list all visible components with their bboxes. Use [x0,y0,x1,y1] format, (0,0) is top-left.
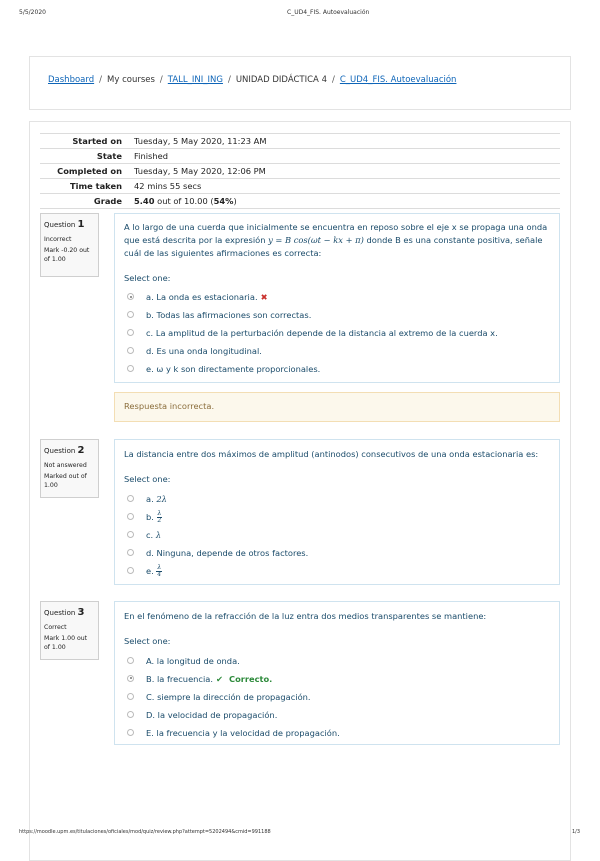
grade-value: 5.40 out of 10.00 (54%) [134,196,237,206]
breadcrumb-unit[interactable]: UNIDAD DIDÁCTICA 4 [235,75,327,85]
answer-option[interactable]: d. Ninguna, depende de otros factores. [124,544,550,562]
answer-option[interactable]: A. la longitud de onda. [124,652,550,670]
radio-checked-icon[interactable] [127,293,134,300]
incorrect-cross-icon: ✖ [260,292,268,303]
question-text: En el fenómeno de la refracción de la luz entra dos medios transparentes se mantiene: [124,611,487,621]
print-title: C_UD4_FIS. Autoevaluación [287,9,370,16]
answer-option[interactable]: D. la velocidad de propagación. [124,706,550,724]
print-date: 5/5/2020 [19,9,46,16]
question-1-feedback: Respuesta incorrecta. [114,392,560,422]
summary-label: State [96,151,122,161]
radio-icon[interactable] [127,495,134,502]
summary-value: Tuesday, 5 May 2020, 12:06 PM [134,166,266,176]
grade-score: 5.40 [134,196,155,206]
question-2-info [40,439,99,498]
summary-row [40,164,560,179]
breadcrumb-quiz-link[interactable]: C_UD4_FIS. Autoevaluación [339,75,457,85]
select-one-label: Select one: [124,473,171,484]
summary-label: Started on [72,136,122,146]
radio-icon[interactable] [127,347,134,354]
correct-check-icon: ✔ [216,673,223,684]
breadcrumb-dashboard-link[interactable]: Dashboard [48,75,95,85]
question-3-content [114,601,560,745]
radio-icon[interactable] [127,365,134,372]
grade-label: Grade [93,196,122,206]
answer-option[interactable]: b. Todas las afirmaciones son correctas. [124,306,550,324]
answer-option[interactable]: c. λ [124,526,550,544]
answer-option[interactable]: d. Es una onda longitudinal. [124,342,550,360]
answer-option[interactable]: E. la frecuencia y la velocidad de propagación. [124,724,550,742]
radio-icon[interactable] [127,311,134,318]
radio-icon[interactable] [127,329,134,336]
question-mark: Mark -0.20 out of 1.00 [44,247,90,264]
question-text: A lo largo de una cuerda que inicialmente se encuentra en reposo sobre el eje x se propaga una onda que está descrita por la expresión y = B cos(ωt − kx + π) donde B es una constante positiva, señale cuál de las siguientes afirmaciones es correcta: [124,222,548,258]
grade-percent: 54% [213,196,234,206]
correct-label: Correcto. [228,673,273,684]
question-3-info [40,601,99,660]
summary-value: 42 mins 55 secs [134,181,202,191]
grade-out-of: out of 10.00 [157,196,208,206]
answer-option[interactable]: e. $\frac{\lambda}{4}$ [124,562,550,580]
question-mark: Mark 1.00 out of 1.00 [44,635,88,652]
question-mark: Marked out of 1.00 [44,473,87,490]
print-url: https://moodle.upm.es/titulaciones/oficiales/mod/quiz/review.php?attempt=5202494&cmid=991188 [19,829,271,835]
question-2-content [114,439,560,585]
summary-row [40,149,560,164]
radio-checked-icon[interactable] [127,675,134,682]
radio-icon[interactable] [127,531,134,538]
summary-row [40,134,560,149]
print-page-number: 1/3 [572,829,581,835]
summary-label: Time taken [69,181,122,191]
question-number: Question 2 [44,445,85,456]
radio-icon[interactable] [127,549,134,556]
breadcrumb [48,75,456,85]
radio-icon[interactable] [127,711,134,718]
answer-option[interactable]: c. La amplitud de la perturbación depende de la distancia al extremo de la cuerda x. [124,324,550,342]
summary-value: Finished [134,151,168,161]
question-number: Question 1 [44,219,85,230]
question-status: Correct [44,623,67,631]
select-one-label: Select one: [124,272,171,283]
breadcrumb-course-link[interactable]: TALL_INI_ING [167,75,223,85]
attempt-summary-table [40,133,560,209]
radio-icon[interactable] [127,567,134,574]
fraction: $\frac{\lambda}{2}$ [157,509,162,524]
radio-icon[interactable] [127,513,134,520]
answer-option[interactable]: C. siempre la dirección de propagación. [124,688,550,706]
fraction: $\frac{\lambda}{4}$ [157,563,162,578]
answer-option[interactable]: b. $\frac{\lambda}{2}$ [124,508,550,526]
breadcrumb-separator: / [99,75,102,85]
radio-icon[interactable] [127,693,134,700]
question-number: Question 3 [44,607,85,618]
question-text: La distancia entre dos máximos de amplitud (antinodos) consecutivos de una onda estacionaria es: [124,449,539,459]
formula: y = B cos(ωt − kx + π) [268,234,364,245]
summary-value: Tuesday, 5 May 2020, 11:23 AM [134,136,267,146]
summary-row-grade [40,194,560,209]
radio-icon[interactable] [127,729,134,736]
breadcrumb-separator: / [227,75,231,85]
question-1-content [114,213,560,383]
radio-icon[interactable] [127,657,134,664]
breadcrumb-my-courses[interactable]: My courses [107,75,155,85]
breadcrumb-separator: / [159,75,163,85]
summary-row [40,179,560,194]
select-one-label: Select one: [124,635,171,646]
breadcrumb-separator: / [331,75,335,85]
question-1-info [40,213,99,277]
answer-option[interactable]: e. ω y k son directamente proporcionales. [124,360,550,378]
question-status: Incorrect [44,235,72,243]
question-status: Not answered [44,461,87,469]
answer-option[interactable]: B. la frecuencia. ✔ Correcto. [124,670,550,688]
answer-option[interactable]: a. La onda es estacionaria. ✖ [124,288,550,306]
answer-option[interactable]: a. 2λ [124,490,550,508]
summary-label: Completed on [57,166,122,176]
